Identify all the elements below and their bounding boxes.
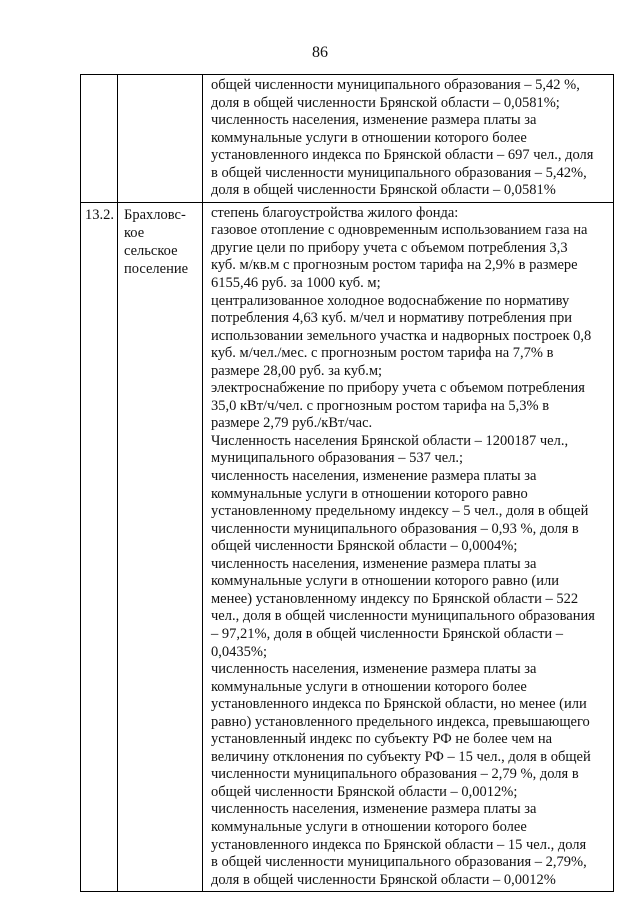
text-line: 0,0435%; [211,643,267,660]
description-text [203,203,613,891]
settlement-name-line: Брахловс- [124,206,186,223]
document-table [80,74,614,892]
text-line: коммунальные услуги в отношении которого более [211,129,527,146]
text-line: газовое отопление с одновременным использованием газа на [211,222,588,239]
document-table-body [81,75,614,892]
text-line: размере 28,00 руб. за куб.м; [211,362,383,379]
text-line: численности муниципального образования – 0,93 %, доля в [211,520,579,537]
table-row [81,202,614,891]
text-line: размере 2,79 руб./кВт/час. [211,415,373,432]
text-line: численность населения, изменение размера платы за [211,555,537,572]
text-line: чел., доля в общей численности муниципального образования [211,608,595,625]
row-number: 13.2. [85,206,114,223]
text-line: коммунальные услуги в отношении которого равно [211,485,528,502]
text-line: установленный индекс по субъекту РФ не более чем на [211,731,553,748]
settlement-name-line: кое [124,224,145,241]
text-line: куб. м/кв.м с прогнозным ростом тарифа на 2,9% в размере [211,257,578,274]
row-number-cell [81,75,118,203]
description-text [203,75,613,202]
text-line: общей численности муниципального образования – 5,42 %, [211,77,580,93]
text-line: в общей численности муниципального образования – 2,79%, [211,854,587,871]
text-line: коммунальные услуги в отношении которого более [211,818,527,835]
text-line: куб. м/чел./мес. с прогнозным ростом тарифа на 7,7% в [211,345,554,362]
text-line: другие цели по прибору учета с объемом потребления 3,3 [211,239,568,256]
text-line: установленного индекса по Брянской области – 697 чел., доля [211,147,594,164]
description-cell [203,202,614,891]
text-line: численность населения, изменение размера платы за [211,112,537,129]
text-line: равно) установленного предельного индекса, превышающего [211,713,590,730]
text-line: Численность населения Брянской области – 1200187 чел., [211,432,569,449]
settlement-name-line: сельское [124,242,178,259]
text-line: в общей численности муниципального образования – 5,42%, [211,164,587,181]
settlement-name [118,75,202,78]
text-line: менее) установленному индексу по Брянской области – 522 [211,590,579,607]
settlement-name-line: поселение [124,260,189,277]
text-line: использовании земельного участка и надворных построек 0,8 [211,327,592,344]
row-number [81,75,117,78]
text-line: 35,0 кВт/ч/чел. с прогнозным ростом тарифа на 5,3% в [211,397,550,414]
text-line: 6155,46 руб. за 1000 куб. м; [211,275,381,292]
text-line: централизованное холодное водоснабжение по нормативу [211,292,570,309]
text-line: электроснабжение по прибору учета с объемом потребления [211,380,585,397]
text-line: доля в общей численности Брянской области – 0,0581% [211,182,556,199]
description-cell [203,75,614,203]
text-line: установленного индекса по Брянской области – 15 чел., доля [211,836,587,853]
text-line: степень благоустройства жилого фонда: [211,204,459,221]
text-line: доля в общей численности Брянской области – 0,0581%; [211,94,560,111]
text-line: численности муниципального образования – 2,79 %, доля в [211,766,579,783]
text-line: – 97,21%, доля в общей численности Брянской области – [211,625,564,642]
text-line: общей численности Брянской области – 0,0004%; [211,538,518,555]
settlement-name [118,203,202,278]
text-line: общей численности Брянской области – 0,0012%; [211,783,518,800]
text-line: численность населения, изменение размера платы за [211,661,537,678]
text-line: численность населения, изменение размера платы за [211,801,537,818]
settlement-name-cell [118,75,203,203]
text-line: потребления 4,63 куб. м/чел и нормативу потребления при [211,310,573,327]
text-line: доля в общей численности Брянской области – 0,0012% [211,871,556,888]
text-line: коммунальные услуги в отношении которого равно (или [211,573,559,590]
page-number: 86 [312,44,328,61]
text-line: установленного индекса по Брянской области, но менее (или [211,696,587,713]
settlement-name-cell [118,202,203,891]
text-line: коммунальные услуги в отношении которого более [211,678,527,695]
text-line: численность населения, изменение размера платы за [211,468,537,485]
text-line: величину отклонения по субъекту РФ – 15 чел., доля в общей [211,748,591,765]
text-line: муниципального образования – 537 чел.; [211,450,464,467]
table-row [81,75,614,203]
text-line: установленному предельному индексу – 5 чел., доля в общей [211,503,589,520]
row-number-cell [81,202,118,891]
